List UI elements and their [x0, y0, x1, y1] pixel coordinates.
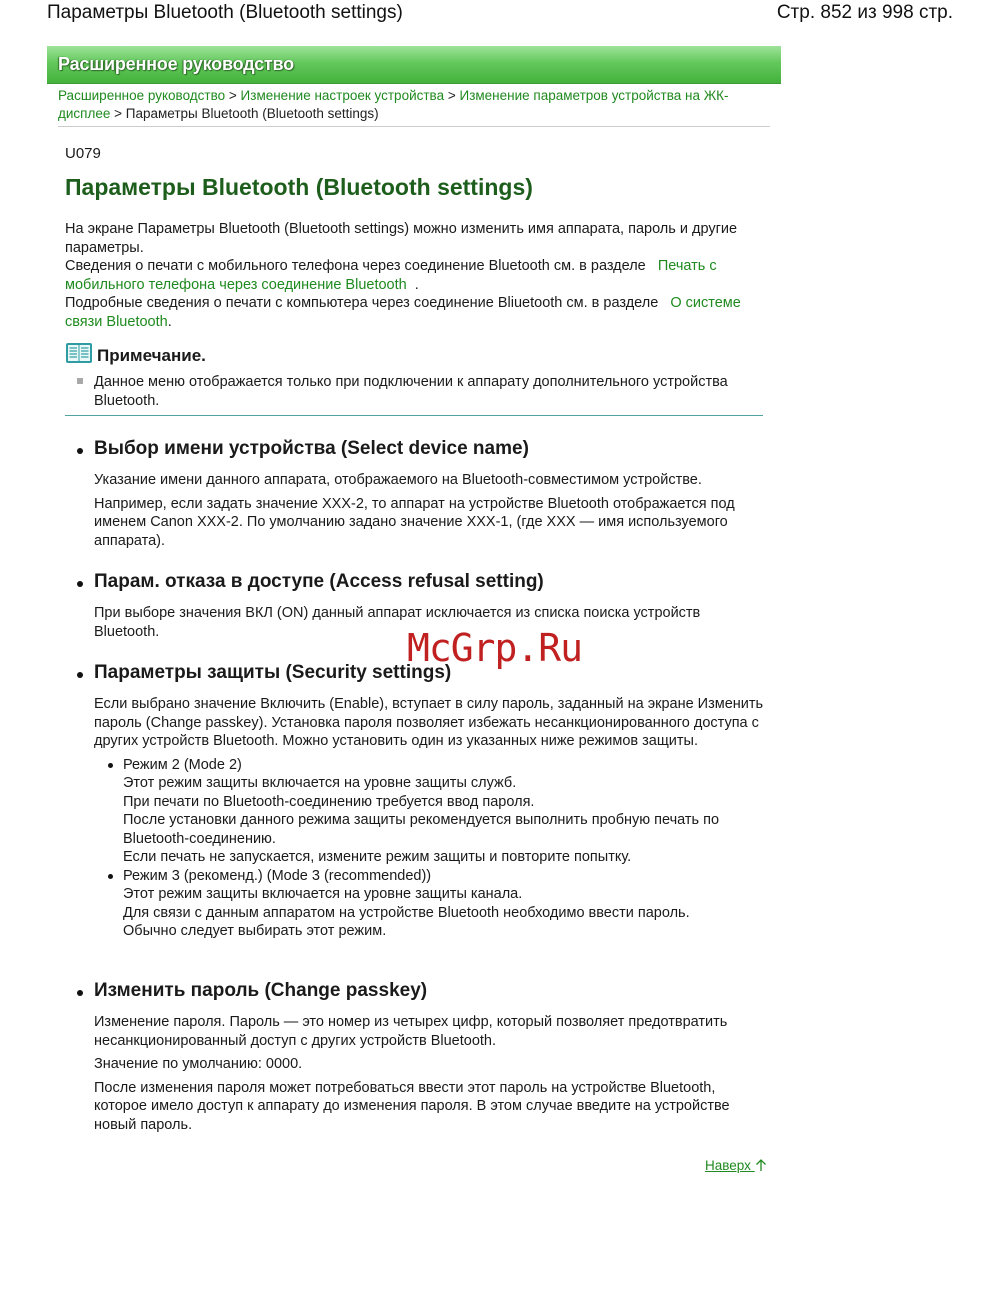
mode-name: Режим 2 (Mode 2)	[123, 756, 242, 773]
section-heading	[77, 980, 767, 1006]
link-mobile-printing-cont[interactable]: мобильного телефона через соединение Bluetooth	[65, 276, 407, 293]
square-bullet-icon	[77, 378, 83, 384]
section-title: Парам. отказа в доступе (Access refusal setting)	[94, 571, 544, 592]
breadcrumb-separator: >	[114, 106, 123, 121]
section-paragraph: Например, если задать значение XXX-2, то аппарат на устройстве Bluetooth отображается под именем Canon XXX-2. По умолчанию задано значение XXX-1, (где XXX — имя используемого аппарата).	[94, 495, 735, 549]
section-paragraph: Указание имени данного аппарата, отображаемого на Bluetooth-совместимом устройстве.	[94, 472, 702, 488]
mode-name: Режим 3 (рекоменд.) (Mode 3 (recommended))	[123, 867, 432, 884]
section-title: Выбор имени устройства (Select device name)	[94, 438, 529, 459]
banner-title: Расширенное руководство	[58, 54, 294, 74]
bullet-icon	[108, 763, 113, 768]
section-title: Параметры защиты (Security settings)	[94, 662, 452, 683]
page-counter: Стр. 852 из 998 стр.	[776, 2, 953, 23]
mode-line: Этот режим защиты включается на уровне защиты служб.	[123, 775, 517, 791]
print-header	[0, 0, 1000, 28]
link-bluetooth-system[interactable]: О системе	[670, 295, 741, 311]
note-item	[65, 373, 763, 410]
section-paragraph: После изменения пароля может потребоваться ввести этот пароль на устройстве Bluetooth, которое имело доступ к аппарату до изменения пароля. В этом случае введите на устройстве новый пароль.	[94, 1079, 730, 1133]
section-paragraph: Изменение пароля. Пароль — это номер из четырех цифр, который позволяет предотвратить несанкционированный доступ с других устройств Bluetooth.	[94, 1014, 728, 1049]
breadcrumb-divider	[58, 126, 770, 127]
breadcrumb-link-lcd-settings-cont[interactable]: дисплее	[58, 106, 111, 121]
bullet-icon	[77, 672, 83, 678]
section-device-name	[77, 438, 767, 550]
breadcrumb-separator: >	[447, 88, 456, 103]
mode-line: Если печать не запускается, измените режим защиты и повторите попытку.	[123, 849, 632, 865]
bullet-icon	[77, 448, 83, 454]
note-box	[65, 342, 763, 409]
mode-line: При печати по Bluetooth-соединению требуется ввод пароля.	[123, 793, 535, 810]
arrow-up-icon	[755, 1158, 767, 1172]
section-body	[77, 1013, 767, 1134]
breadcrumb-current: Параметры Bluetooth (Bluetooth settings)	[125, 106, 379, 121]
intro-period: .	[414, 276, 419, 293]
bullet-icon	[108, 874, 113, 879]
note-header	[65, 342, 763, 368]
back-to-top-label: Наверх	[705, 1158, 751, 1173]
mode-line: После установки данного режима защиты рекомендуется выполнить пробную печать по Bluetooth-соединению.	[123, 812, 720, 847]
breadcrumb-link-lcd-settings[interactable]: Изменение параметров устройства на ЖК-	[459, 88, 729, 103]
intro-paragraph-mobile	[65, 257, 770, 294]
section-change-passkey	[77, 980, 767, 1134]
note-divider	[65, 415, 763, 416]
open-book-icon	[65, 342, 93, 364]
note-title: Примечание.	[97, 346, 206, 365]
intro-text: Подробные сведения о печати с компьютера через соединение Bliuetooth см. в разделе	[65, 295, 659, 311]
intro	[65, 220, 770, 331]
mode-line: Для связи с данным аппаратом на устройстве Bluetooth необходимо ввести пароль.	[123, 904, 690, 921]
link-mobile-printing[interactable]: Печать с	[657, 258, 717, 274]
section-body	[77, 471, 767, 550]
intro-text: Сведения о печати с мобильного телефона через соединение Bluetooth см. в разделе	[65, 258, 646, 274]
section-paragraph: Если выбрано значение Включить (Enable), вступает в силу пароль, заданный на экране Изменить пароль (Change passkey). Установка пароля позволяет избежать несанкционированного доступа с других устройств Bluetooth. Можно установить один из указанных ниже режимов защиты.	[94, 696, 764, 749]
document-code: U079	[65, 145, 101, 162]
section-paragraph: При выборе значения ВКЛ (ON) данный аппарат исключается из списка поиска устройств Bluetooth.	[94, 605, 701, 640]
mode-line: Этот режим защиты включается на уровне защиты канала.	[123, 886, 523, 902]
watermark: McGrp.Ru	[407, 626, 583, 670]
section-title: Изменить пароль (Change passkey)	[94, 980, 428, 1001]
bullet-icon	[77, 581, 83, 587]
bullet-icon	[77, 990, 83, 996]
intro-paragraph: На экране Параметры Bluetooth (Bluetooth settings) можно изменить имя аппарата, пароль и другие параметры.	[65, 221, 738, 256]
mode-item	[94, 756, 767, 867]
print-header-title: Параметры Bluetooth (Bluetooth settings)	[47, 2, 403, 23]
back-to-top-link[interactable]	[705, 1158, 767, 1173]
section-body	[77, 695, 767, 941]
note-text: Данное меню отображается только при подключении к аппарату дополнительного устройства Bluetooth.	[94, 374, 728, 409]
page-title: Параметры Bluetooth (Bluetooth settings)	[65, 174, 533, 200]
section-security	[77, 662, 767, 941]
section-paragraph: Значение по умолчанию: 0000.	[94, 1056, 303, 1072]
link-bluetooth-system-cont[interactable]: связи Bluetooth	[65, 313, 168, 330]
mode-item	[94, 867, 767, 941]
section-heading	[77, 438, 767, 464]
breadcrumb	[58, 87, 770, 123]
intro-paragraph-computer	[65, 294, 770, 331]
breadcrumb-link-manual[interactable]: Расширенное руководство	[58, 88, 226, 103]
manual-banner	[47, 46, 781, 84]
breadcrumb-link-device-settings[interactable]: Изменение настроек устройства	[240, 88, 445, 103]
breadcrumb-separator: >	[228, 88, 237, 103]
intro-period: .	[167, 313, 172, 330]
section-heading	[77, 571, 767, 597]
mode-line: Обычно следует выбирать этот режим.	[123, 923, 387, 939]
